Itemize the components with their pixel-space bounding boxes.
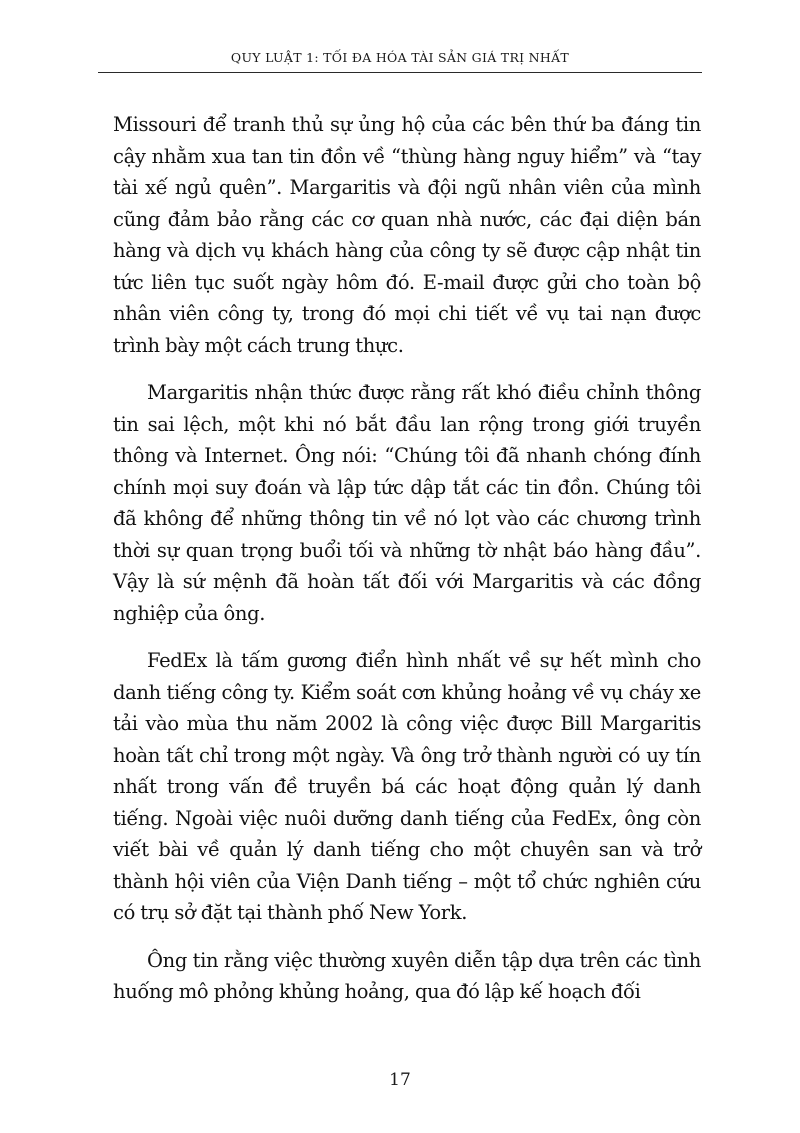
- header-rule: [98, 72, 702, 73]
- paragraph: Ông tin rằng việc thường xuyên diễn tập dựa trên các tình huống mô phỏng khủng hoảng, qua đó lập kế hoạch đối: [113, 948, 701, 1003]
- running-header: QUY LUẬT 1: TỐI ĐA HÓA TÀI SẢN GIÁ TRỊ NHẤT: [230, 50, 570, 65]
- body-text: [113, 109, 701, 1024]
- paragraph: Margaritis nhận thức được rằng rất khó điều chỉnh thông tin sai lệch, một khi nó bắt đầu lan rộng trong giới truyền thông và Internet. Ông nói: “Chúng tôi đã nhanh chóng đính chính mọi suy đoán và lập tức dập tắt các tin đồn. Chúng tôi đã không để những thông tin về nó lọt vào các chương trình thời sự quan trọng buổi tối và những tờ nhật báo hàng đầu”. Vậy là sứ mệnh đã hoàn tất đối với Margaritis và các đồng nghiệp của ông.: [113, 381, 701, 625]
- paragraph: FedEx là tấm gương điển hình nhất về sự hết mình cho danh tiếng công ty. Kiểm soát cơn khủng hoảng về vụ cháy xe tải vào mùa thu năm 2002 là công việc được Bill Margaritis hoàn tất chỉ trong một ngày. Và ông trở thành người có uy tín nhất trong vấn đề truyền bá các hoạt động quản lý danh tiếng. Ngoài việc nuôi dưỡng danh tiếng của FedEx, ông còn viết bài về quản lý danh tiếng cho một chuyên san và trở thành hội viên của Viện Danh tiếng – một tổ chức nghiên cứu có trụ sở đặt tại thành phố New York.: [113, 649, 701, 924]
- page-number: 17: [389, 1070, 411, 1090]
- paragraph: Missouri để tranh thủ sự ủng hộ của các bên thứ ba đáng tin cậy nhằm xua tan tin đồn về “thùng hàng nguy hiểm” và “tay tài xế ngủ quên”. Margaritis và đội ngũ nhân viên của mình cũng đảm bảo rằng các cơ quan nhà nước, các đại diện bán hàng và dịch vụ khách hàng của công ty sẽ được cập nhật tin tức liên tục suốt ngày hôm đó. E-mail được gửi cho toàn bộ nhân viên công ty, trong đó mọi chi tiết về vụ tai nạn được trình bày một cách trung thực.: [113, 113, 701, 357]
